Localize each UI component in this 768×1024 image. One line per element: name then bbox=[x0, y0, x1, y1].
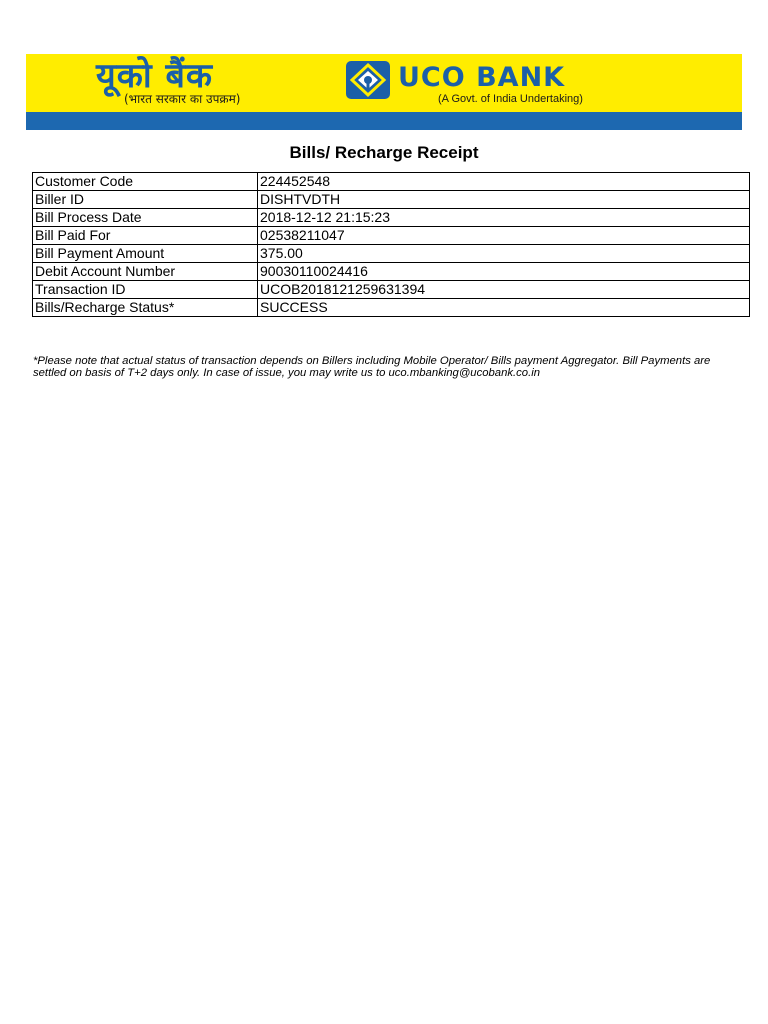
table-row bbox=[33, 227, 750, 245]
table-row bbox=[33, 209, 750, 227]
table-row bbox=[33, 191, 750, 209]
tagline-hindi: सम्मान आपके विश्वास का bbox=[124, 172, 230, 185]
table-row bbox=[33, 245, 750, 263]
row-label: Debit Account Number bbox=[33, 263, 258, 281]
disclaimer-note: *Please note that actual status of transaction depends on Billers including Mobile Operator/ Bills payment Aggregator. Bill Payments are settled on basis of T+2 days only. In case of issue, you may write us to uco.mbanking@ucobank.co.in bbox=[33, 355, 711, 379]
row-value: UCOB2018121259631394 bbox=[258, 281, 750, 299]
receipt-table bbox=[32, 172, 750, 317]
row-value: 224452548 bbox=[258, 173, 750, 191]
bank-subtitle-english: (A Govt. of India Undertaking) bbox=[438, 93, 583, 105]
row-label: Bill Paid For bbox=[33, 227, 258, 245]
bank-name-hindi: यूको बैंक bbox=[96, 56, 214, 96]
row-label: Bill Process Date bbox=[33, 209, 258, 227]
receipt-title: Bills/ Recharge Receipt bbox=[289, 143, 479, 162]
table-row bbox=[33, 299, 750, 317]
row-label: Bills/Recharge Status* bbox=[33, 299, 258, 317]
row-label: Biller ID bbox=[33, 191, 258, 209]
row-label: Customer Code bbox=[33, 173, 258, 191]
row-label: Transaction ID bbox=[33, 281, 258, 299]
uco-bank-logo-icon bbox=[346, 61, 390, 99]
row-value: 90030110024416 bbox=[258, 263, 750, 281]
table-row bbox=[33, 263, 750, 281]
row-value: 2018-12-12 21:15:23 bbox=[258, 209, 750, 227]
bank-subtitle-hindi: (भारत सरकार का उपक्रम) bbox=[124, 92, 241, 106]
row-value: 02538211047 bbox=[258, 227, 750, 245]
table-row bbox=[33, 173, 750, 191]
banner-yellow-band bbox=[26, 54, 742, 112]
row-value: DISHTVDTH bbox=[258, 191, 750, 209]
table-row bbox=[33, 281, 750, 299]
row-value: SUCCESS bbox=[258, 299, 750, 317]
tagline-english: Honours Your Trust bbox=[452, 171, 573, 185]
row-label: Bill Payment Amount bbox=[33, 245, 258, 263]
row-value: 375.00 bbox=[258, 245, 750, 263]
bank-name-english: UCO BANK bbox=[398, 62, 566, 93]
